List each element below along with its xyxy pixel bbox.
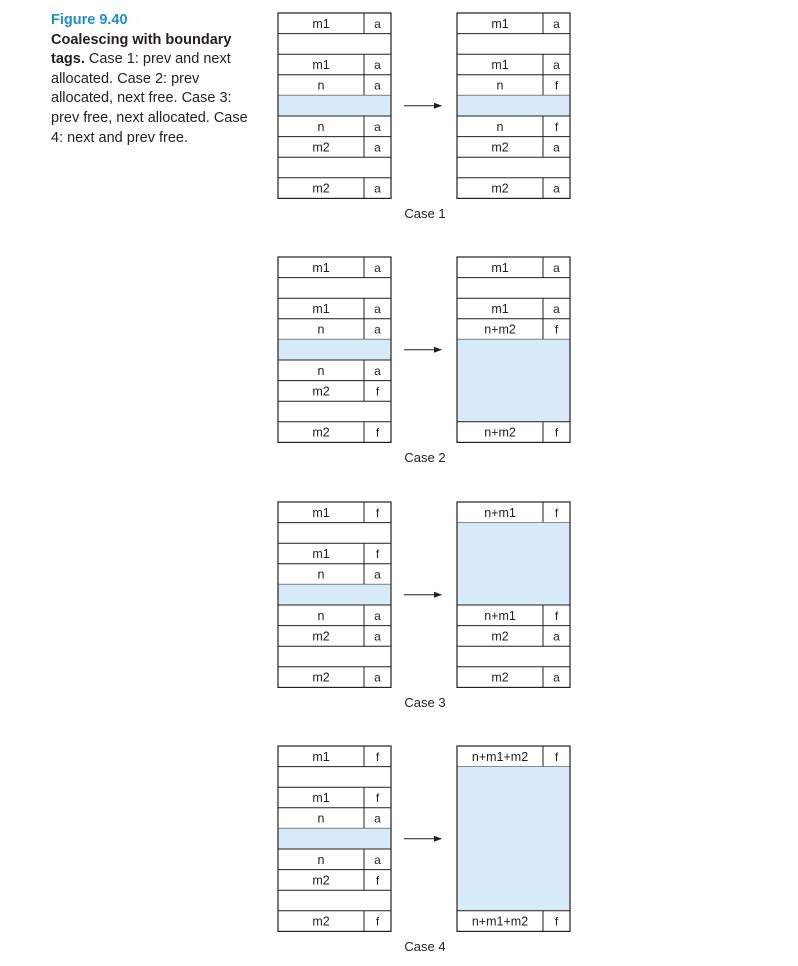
before-alloc-flag: a <box>374 140 381 155</box>
before-size-label: m2 <box>312 873 330 888</box>
figure-title: Coalescing with boundary tags. <box>51 31 232 68</box>
after-size-label: m1 <box>491 302 509 316</box>
before-size-label: m2 <box>312 140 330 155</box>
after-alloc-flag: a <box>553 302 560 316</box>
before-size-label: m1 <box>312 791 330 805</box>
after-size-label: m2 <box>491 629 509 644</box>
before-alloc-flag: f <box>375 425 380 440</box>
before-alloc-flag: a <box>374 608 381 623</box>
before-alloc-flag: a <box>374 119 381 134</box>
before-size-label: n <box>317 78 325 93</box>
after-size-label: m2 <box>491 181 509 196</box>
after-alloc-flag: a <box>553 140 560 155</box>
free-payload-area <box>457 339 570 421</box>
before-alloc-flag: f <box>375 505 380 520</box>
after-size-label: m2 <box>491 140 509 155</box>
after-size-label: n+m2 <box>484 322 516 337</box>
after-size-label: n <box>496 78 504 93</box>
before-size-label: n <box>317 119 325 134</box>
after-size-label: m2 <box>491 670 509 685</box>
after-size-label: n+m1 <box>484 608 516 623</box>
after-alloc-flag: a <box>553 629 560 644</box>
after-size-label: n+m2 <box>484 425 516 440</box>
before-alloc-flag: f <box>375 873 380 888</box>
before-size-label: m1 <box>312 16 330 31</box>
before-alloc-flag: a <box>374 322 381 337</box>
before-size-label: m1 <box>312 58 330 72</box>
after-alloc-flag: f <box>554 505 559 520</box>
before-alloc-flag: f <box>375 914 380 929</box>
case-4-group <box>278 746 570 954</box>
after-alloc-flag: f <box>554 119 559 134</box>
after-size-label: n+m1+m2 <box>471 749 529 764</box>
after-alloc-flag: f <box>554 425 559 440</box>
after-size-label: n+m1+m2 <box>471 914 529 929</box>
case-3-group <box>278 502 570 710</box>
before-alloc-flag: f <box>375 384 380 399</box>
before-size-label: m1 <box>312 547 330 561</box>
figure-description: Case 1: prev and next allocated. Case 2: prev allocated, next free. Case 3: prev free, next allocated. Case 4: next and prev free. <box>51 51 248 146</box>
before-size-label: m2 <box>312 384 330 399</box>
before-alloc-flag: f <box>375 749 380 764</box>
before-size-label: m1 <box>312 302 330 316</box>
after-size-label: m1 <box>491 260 509 275</box>
after-size-label: m1 <box>491 58 509 72</box>
before-alloc-flag: a <box>374 260 381 275</box>
before-size-label: n <box>317 608 325 623</box>
after-alloc-flag: f <box>554 608 559 623</box>
case-label: Case 3 <box>404 695 446 710</box>
case-label: Case 2 <box>404 450 446 465</box>
after-alloc-flag: a <box>553 260 560 275</box>
after-alloc-flag: f <box>554 914 559 929</box>
after-alloc-flag: a <box>553 58 560 72</box>
case-1-group <box>278 13 570 221</box>
before-alloc-flag: a <box>374 811 381 826</box>
before-size-label: m1 <box>312 749 330 764</box>
after-size-label: n <box>496 119 504 134</box>
before-alloc-flag: a <box>374 363 381 378</box>
before-alloc-flag: f <box>375 547 380 561</box>
before-size-label: m1 <box>312 260 330 275</box>
after-size-label: n+m1 <box>484 505 516 520</box>
after-alloc-flag: f <box>554 78 559 93</box>
case-label: Case 4 <box>404 939 446 954</box>
free-payload-area <box>278 584 391 605</box>
before-size-label: n <box>317 567 325 582</box>
before-size-label: m1 <box>312 505 330 520</box>
before-alloc-flag: a <box>374 670 381 685</box>
free-payload-area <box>278 95 391 116</box>
before-size-label: n <box>317 852 325 867</box>
free-payload-area <box>457 95 570 116</box>
case-label: Case 1 <box>404 206 446 221</box>
free-payload-area <box>278 339 391 360</box>
before-alloc-flag: a <box>374 852 381 867</box>
after-alloc-flag: f <box>554 749 559 764</box>
before-alloc-flag: a <box>374 567 381 582</box>
figure-number: Figure 9.40 <box>51 12 128 28</box>
before-alloc-flag: a <box>374 181 381 196</box>
before-size-label: m2 <box>312 181 330 196</box>
before-alloc-flag: a <box>374 629 381 644</box>
before-alloc-flag: a <box>374 58 381 72</box>
free-payload-area <box>278 828 391 849</box>
before-alloc-flag: a <box>374 16 381 31</box>
before-size-label: m2 <box>312 914 330 929</box>
before-size-label: m2 <box>312 670 330 685</box>
before-size-label: m2 <box>312 425 330 440</box>
after-alloc-flag: a <box>553 16 560 31</box>
before-alloc-flag: a <box>374 78 381 93</box>
before-alloc-flag: f <box>375 791 380 805</box>
before-size-label: n <box>317 811 325 826</box>
before-alloc-flag: a <box>374 302 381 316</box>
case-2-group <box>278 257 570 465</box>
before-size-label: n <box>317 322 325 337</box>
after-alloc-flag: a <box>553 670 560 685</box>
after-alloc-flag: f <box>554 322 559 337</box>
after-size-label: m1 <box>491 16 509 31</box>
before-size-label: n <box>317 363 325 378</box>
free-payload-area <box>457 767 570 911</box>
before-size-label: m2 <box>312 629 330 644</box>
after-alloc-flag: a <box>553 181 560 196</box>
free-payload-area <box>457 523 570 605</box>
